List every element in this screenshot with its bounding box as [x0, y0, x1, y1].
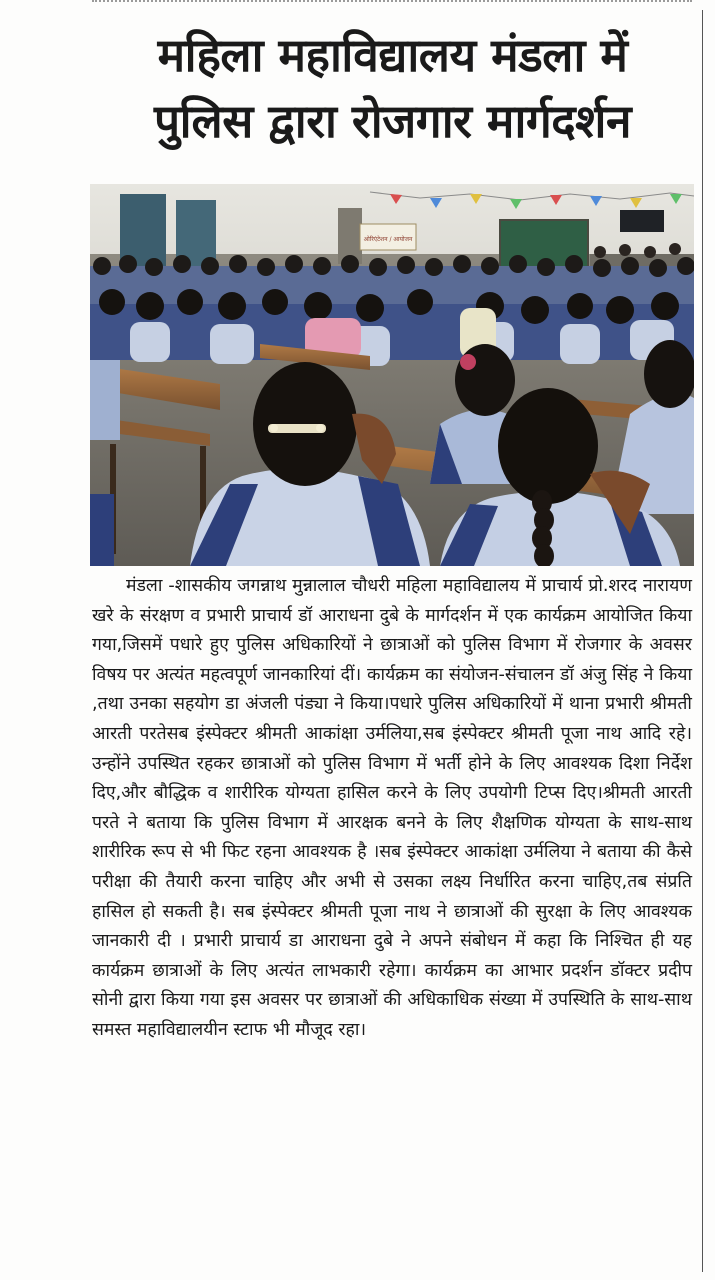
banner-text: ओरिएंटेशन / आयोजन	[363, 236, 413, 243]
top-dotted-rule	[92, 0, 692, 2]
column-rule	[702, 10, 703, 1272]
classroom-photo-illustration	[90, 184, 694, 566]
headline-line-2: पुलिस द्वारा रोजगार मार्गदर्शन	[153, 94, 631, 148]
article-body: मंडला -शासकीय जगन्नाथ मुन्नालाल चौधरी महिला महाविद्यालय में प्राचार्य प्रो.शरद नारायण खरे के संरक्षण व प्रभारी प्राचार्य डॉ आराधना दुबे के मार्गदर्शन में एक कार्यक्रम आयोजित किया गया,जिसमें पधारे हुए पुलिस अधिकारियों ने छात्राओं को पुलिस विभाग में रोजगार के अवसर विषय पर अत्यंत महत्वपूर्ण जानकारियां दीं। कार्यक्रम का संयोजन-संचालन डॉ अंजु सिंह ने किया ,तथा उनका सहयोग डा अंजली पंड्या ने किया।पधारे पुलिस अधिकारियों में थाना प्रभारी श्रीमती आरती परतेसब इंस्पेक्टर श्रीमती आकांक्षा उर्मलिया,सब इंस्पेक्टर श्रीमती पूजा नाथ आदि रहे। उन्होंने उपस्थित रहकर छात्राओं को पुलिस विभाग में भर्ती होने के लिए आवश्यक दिशा निर्देश दिए,और बौद्धिक व शारीरिक योग्यता हासिल करने के लिए उपयोगी टिप्स दिए।श्रीमती आरती परते ने बताया कि पुलिस विभाग में आरक्षक बनने के लिए शैक्षणिक योग्यता के साथ-साथ शारीरिक रूप से भी फिट रहना आवश्यक है ।सब इंस्पेक्टर आकांक्षा उर्मलिया ने बताया की कैसे परीक्षा की तैयारी करना चाहिए और अभी से उसका लक्ष्य निर्धारित करना चाहिए,तब संप्रति हासिल हो सकती है। सब इंस्पेक्टर श्रीमती पूजा नाथ ने छात्राओं की सुरक्षा के लिए आवश्यक जानकारी दी । प्रभारी प्राचार्य डा आराधना दुबे ने अपने संबोधन में कहा कि निश्चित ही यह कार्यक्रम छात्राओं के लिए अत्यंत लाभकारी रहेगा। कार्यक्रम का आभार प्रदर्शन डॉक्टर प्रदीप सोनी द्वारा किया गया इस अवसर पर छात्राओं की अधिकाधिक संख्या में उपस्थिति के साथ-साथ समस्त महाविद्यालयीन स्टाफ भी मौजूद रहा।	[92, 576, 692, 1040]
wall-screen	[620, 210, 664, 232]
headline	[90, 22, 695, 154]
hair-clip	[268, 424, 326, 433]
news-photo	[90, 184, 694, 566]
headline-line-1: महिला महाविद्यालय मंडला में	[157, 28, 628, 82]
